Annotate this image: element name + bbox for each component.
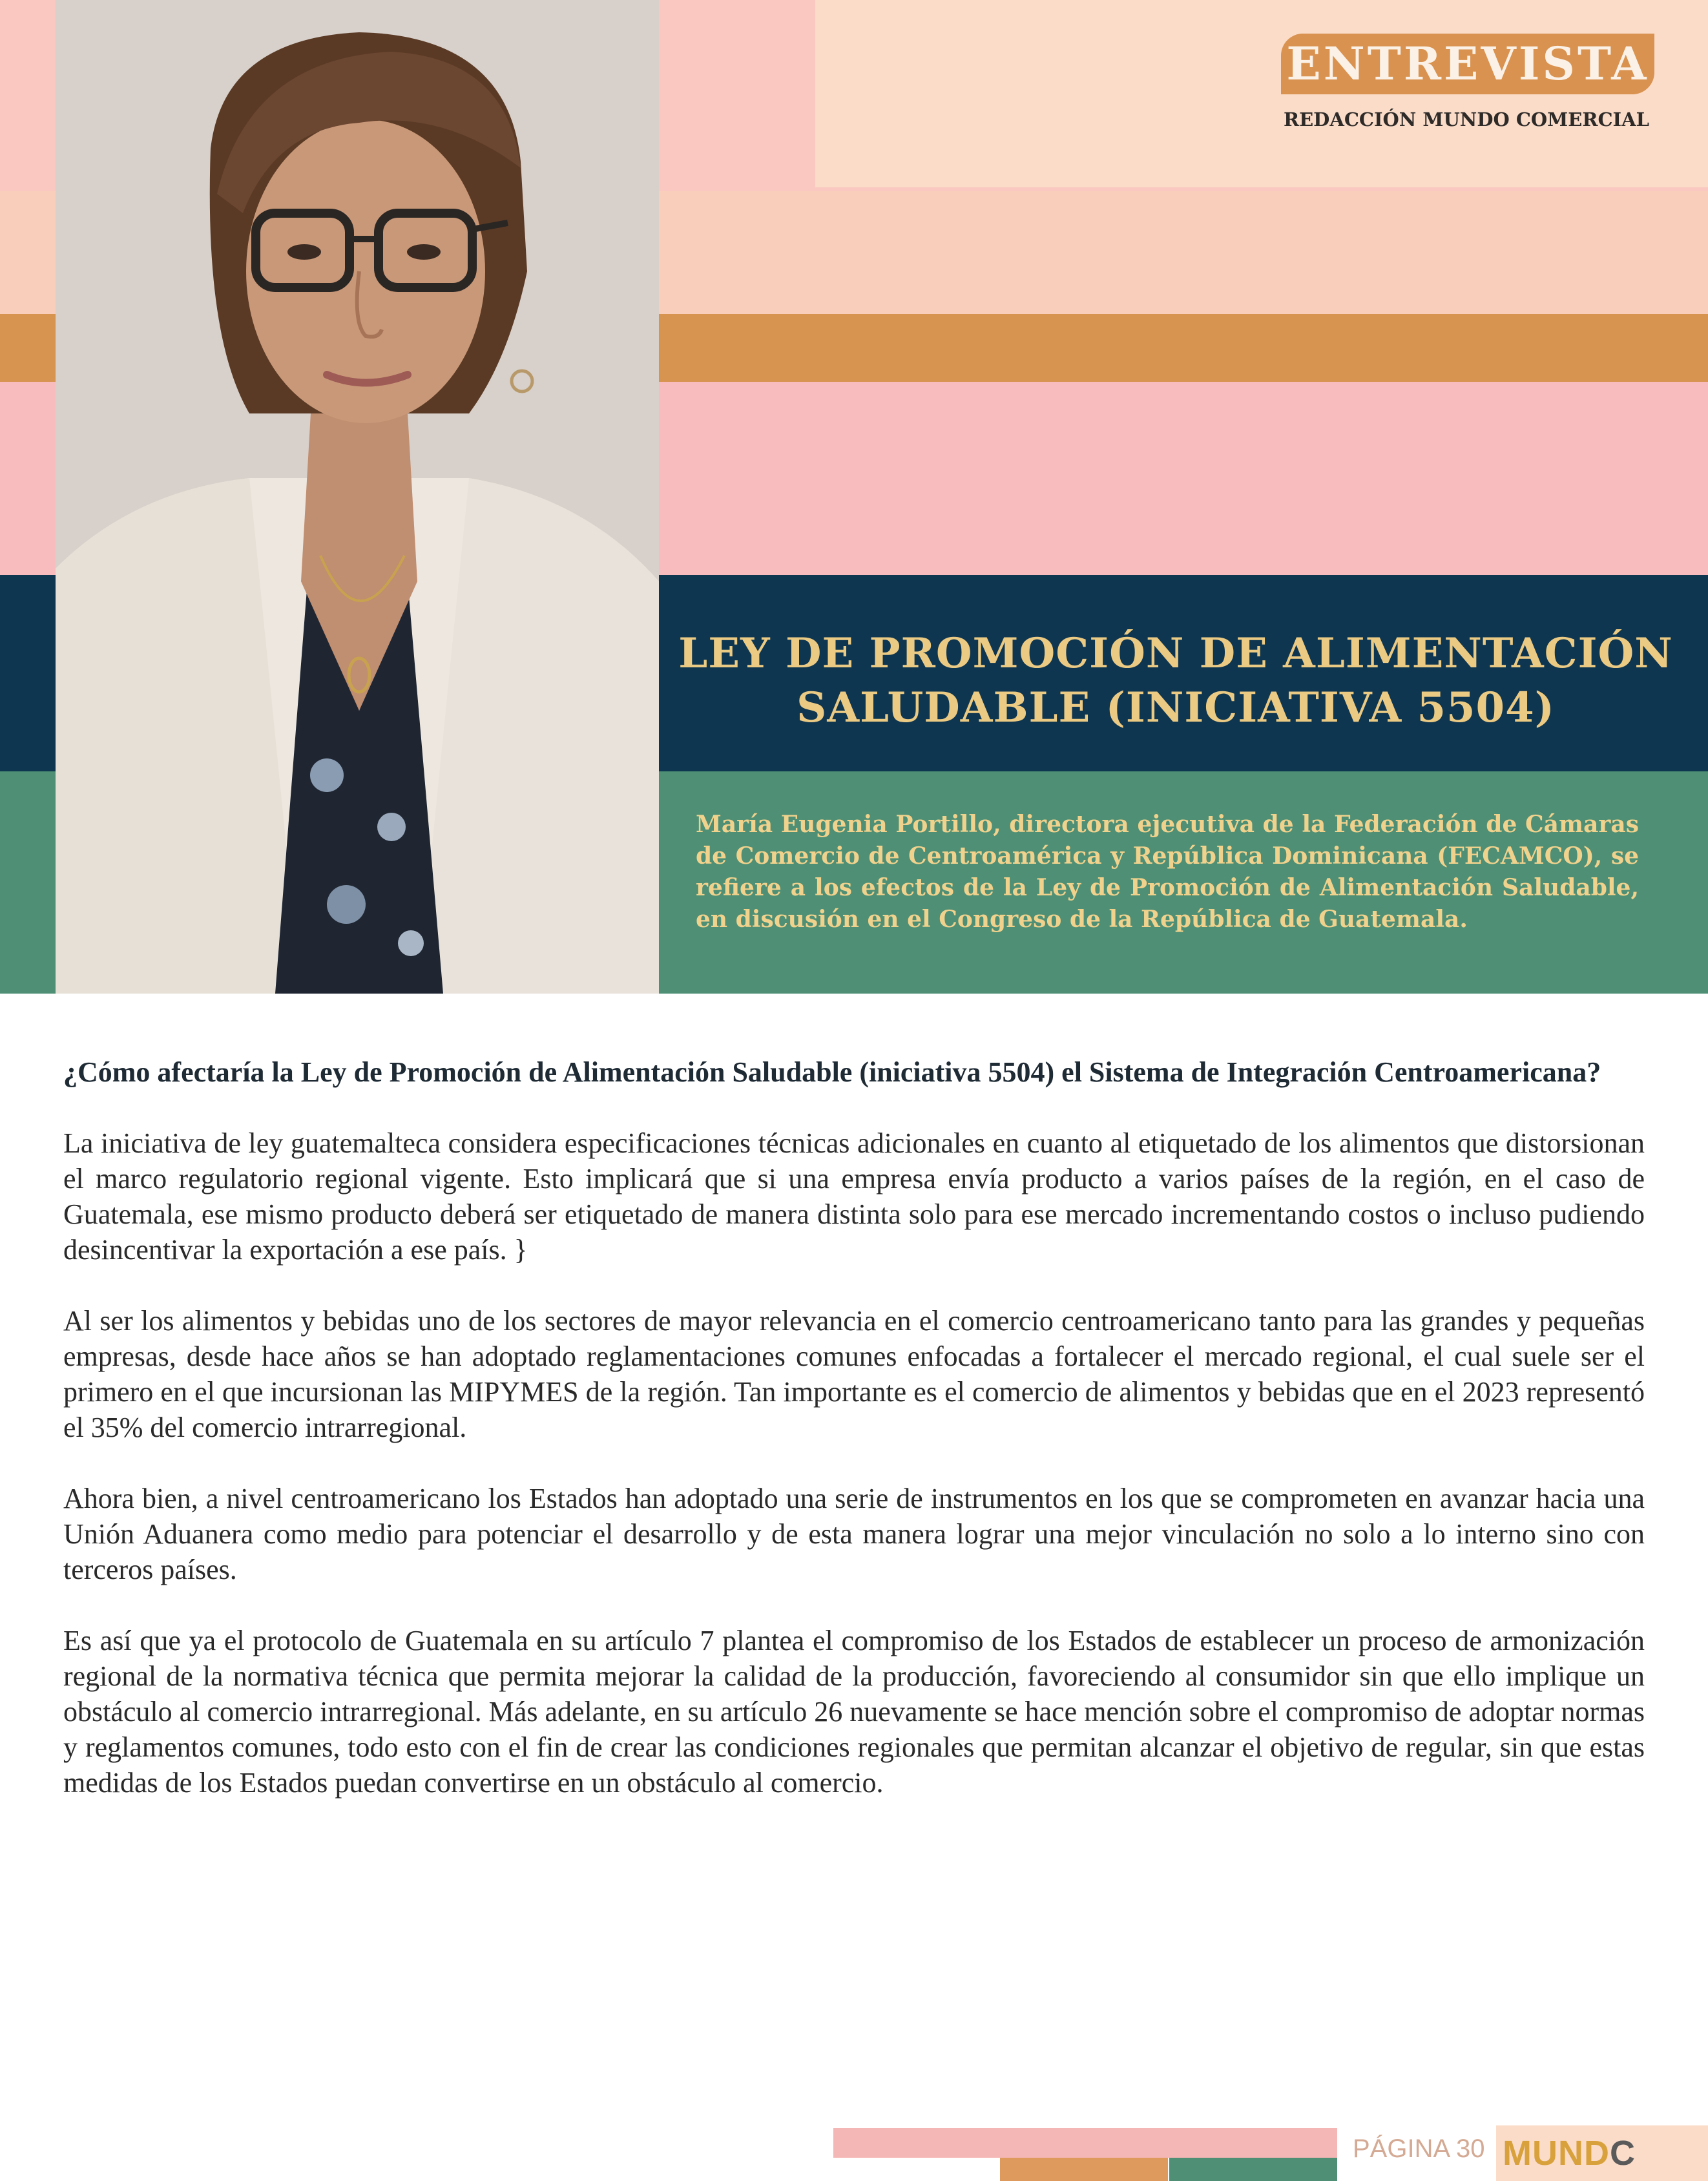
logo-text-c: C: [1609, 2134, 1636, 2173]
mundo-comercial-logo: [1503, 2131, 1636, 2176]
page-number: PÁGINA 30: [1353, 2134, 1485, 2163]
interview-question: ¿Cómo afectaría la Ley de Promoción de Alimentación Saludable (iniciativa 5504) el Sistema de Integración Centroamericana?: [63, 1056, 1601, 1088]
section-badge: ENTREVISTA: [1281, 34, 1654, 94]
paragraph: Ahora bien, a nivel centroamericano los Estados han adoptado una serie de instrumentos en los que se comprometen en avanzar hacia una Unión Aduanera como medio para potenciar el desarrollo y de esta manera lograr una mejor vinculación no solo a lo interno sino con terceros países.: [63, 1483, 1645, 1585]
article-title: [665, 627, 1686, 735]
footer-band-green: [1169, 2158, 1337, 2181]
footer-band-pink: [833, 2128, 1337, 2158]
article-title-line-1: LEY DE PROMOCIÓN DE ALIMENTACIÓN: [678, 629, 1673, 678]
article-body: [63, 1054, 1645, 1836]
portrait-photo: [56, 0, 659, 994]
footer-band-orange: [1000, 2158, 1168, 2181]
logo-text-main: MUND: [1503, 2134, 1610, 2173]
paragraph: Es así que ya el protocolo de Guatemala en su artículo 7 plantea el compromiso de los Estados de establecer un proceso de armonización regional de la normativa técnica que permita mejorar la calidad de la producción, favoreciendo al consumidor sin que ello implique un obstáculo al comercio intrarregional. Más adelante, en su artículo 26 nuevamente se hace mención sobre el compromiso de adoptar normas y reglamentos comunes, todo esto con el fin de crear las condiciones regionales que permitan alcanzar el objetivo de regular, sin que estas medidas de los Estados puedan convertirse en un obstáculo al comercio.: [63, 1625, 1645, 1799]
byline: REDACCIÓN MUNDO COMERCIAL: [1283, 109, 1650, 130]
paragraph: Al ser los alimentos y bebidas uno de los sectores de mayor relevancia en el comercio centroamericano tanto para las grandes y pequeñas empresas, desde hace años se han adoptado reglamentaciones comunes enfocadas a fortalecer el mercado regional, el cual suele ser el primero en el que incursionan las MIPYMES de la región. Tan importante es el comercio de alimentos y bebidas que en el 2023 representó el 35% del comercio intrarregional.: [63, 1305, 1645, 1443]
portrait-illustration-icon: [56, 0, 659, 994]
paragraph: La iniciativa de ley guatemalteca considera especificaciones técnicas adicionales en cuanto al etiquetado de los alimentos que distorsionan el marco regulatorio regional vigente. Esto implicará que si una empresa envía producto a varios países de la región, en el caso de Guatemala, ese mismo producto deberá ser etiquetado de manera distinta solo para ese mercado incrementando costos o incluso pudiendo desincentivar la exportación a ese país. }: [63, 1127, 1645, 1266]
article-title-line-2: SALUDABLE (INICIATIVA 5504): [797, 684, 1555, 732]
article-lead: María Eugenia Portillo, directora ejecutiva de la Federación de Cámaras de Comercio de Centroamérica y República Dominicana (FECAMCO), se refiere a los efectos de la Ley de Promoción de Alimentación Saludable, en discusión en el Congreso de la República de Guatemala.: [696, 811, 1639, 933]
